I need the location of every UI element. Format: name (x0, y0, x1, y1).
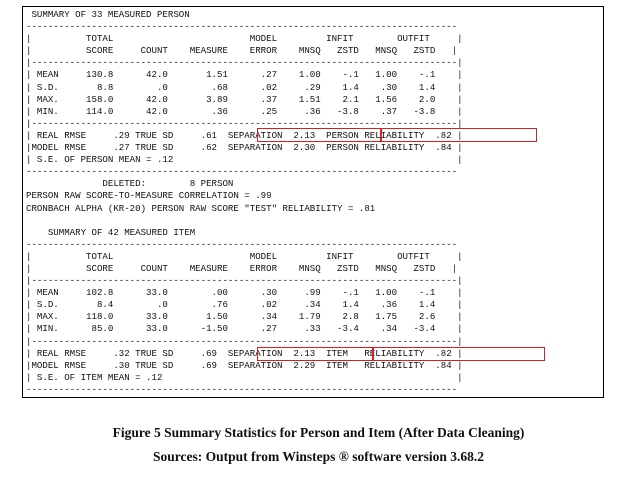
output-line: PERSON RAW SCORE-TO-MEASURE CORRELATION = .99 (26, 190, 272, 202)
output-line: | S.D. 8.8 .0 .68 .02 .29 1.4 .30 1.4 | (26, 81, 463, 93)
output-line: | MIN. 114.0 42.0 .36 .25 .36 -3.8 .37 -3.8 | (26, 105, 463, 117)
output-line: ------------------------------------------------------------------------------- (26, 166, 458, 178)
figure-title: Figure 5 Summary Statistics for Person and Item (After Data Cleaning) (112, 425, 525, 440)
output-line: |MODEL RMSE .30 TRUE SD .69 SEPARATION 2.29 ITEM RELIABILITY .84 | (26, 359, 463, 371)
output-line: CRONBACH ALPHA (KR-20) PERSON RAW SCORE "TEST" RELIABILITY = .81 (26, 202, 376, 214)
output-line: | S.E. OF PERSON MEAN = .12 | (26, 154, 463, 166)
person-separation-highlight (257, 128, 381, 142)
output-line: | SCORE COUNT MEASURE ERROR MNSQ ZSTD MNSQ ZSTD | (26, 45, 458, 57)
output-line: |------------------------------------------------------------------------------| (26, 117, 463, 129)
output-line: |------------------------------------------------------------------------------| (26, 275, 463, 287)
figure-source: Sources: Output from Winsteps ® software version 3.68.2 (153, 449, 484, 464)
item-separation-highlight (257, 347, 373, 361)
output-line: ------------------------------------------------------------------------------- (26, 21, 458, 33)
item-reliability-highlight (373, 347, 545, 361)
output-line: ------------------------------------------------------------------------------- (26, 383, 458, 395)
output-line: | MEAN 130.8 42.0 1.51 .27 1.00 -.1 1.00 -.1 | (26, 69, 463, 81)
output-line: SUMMARY OF 33 MEASURED PERSON (26, 9, 190, 20)
output-line: | TOTAL MODEL INFIT OUTFIT | (26, 33, 463, 45)
output-line: | MAX. 118.0 33.0 1.50 .34 1.79 2.8 1.75 2.6 | (26, 311, 463, 323)
output-line: | S.E. OF ITEM MEAN = .12 | (26, 371, 463, 383)
output-line: ------------------------------------------------------------------------------- (26, 238, 458, 250)
output-line: |------------------------------------------------------------------------------| (26, 57, 463, 69)
output-line: |MODEL RMSE .27 TRUE SD .62 SEPARATION 2.30 PERSON RELIABILITY .84 | (26, 142, 463, 154)
output-line: | TOTAL MODEL INFIT OUTFIT | (26, 250, 463, 262)
output-line: | REAL RMSE .32 TRUE SD .69 SEPARATION 2.13 ITEM RELIABILITY .82 | (26, 347, 463, 359)
output-line: DELETED: 8 PERSON (26, 178, 234, 190)
output-line: | MEAN 102.8 33.0 .00 .30 .99 -.1 1.00 -.1 | (26, 287, 463, 299)
output-line: | REAL RMSE .29 TRUE SD .61 SEPARATION 2.13 PERSON RELIABILITY .82 | (26, 129, 463, 141)
person-reliability-highlight (381, 128, 537, 142)
winsteps-summary-output (26, 9, 463, 396)
output-line: |------------------------------------------------------------------------------| (26, 335, 463, 347)
output-line: | MAX. 158.0 42.0 3.89 .37 1.51 2.1 1.56 2.0 | (26, 93, 463, 105)
output-line: | S.D. 8.4 .0 .76 .02 .34 1.4 .36 1.4 | (26, 299, 463, 311)
output-line: | SCORE COUNT MEASURE ERROR MNSQ ZSTD MNSQ ZSTD | (26, 262, 458, 274)
output-line: | MIN. 85.0 33.0 -1.50 .27 .33 -3.4 .34 -3.4 | (26, 323, 463, 335)
output-line: SUMMARY OF 42 MEASURED ITEM (26, 226, 196, 238)
